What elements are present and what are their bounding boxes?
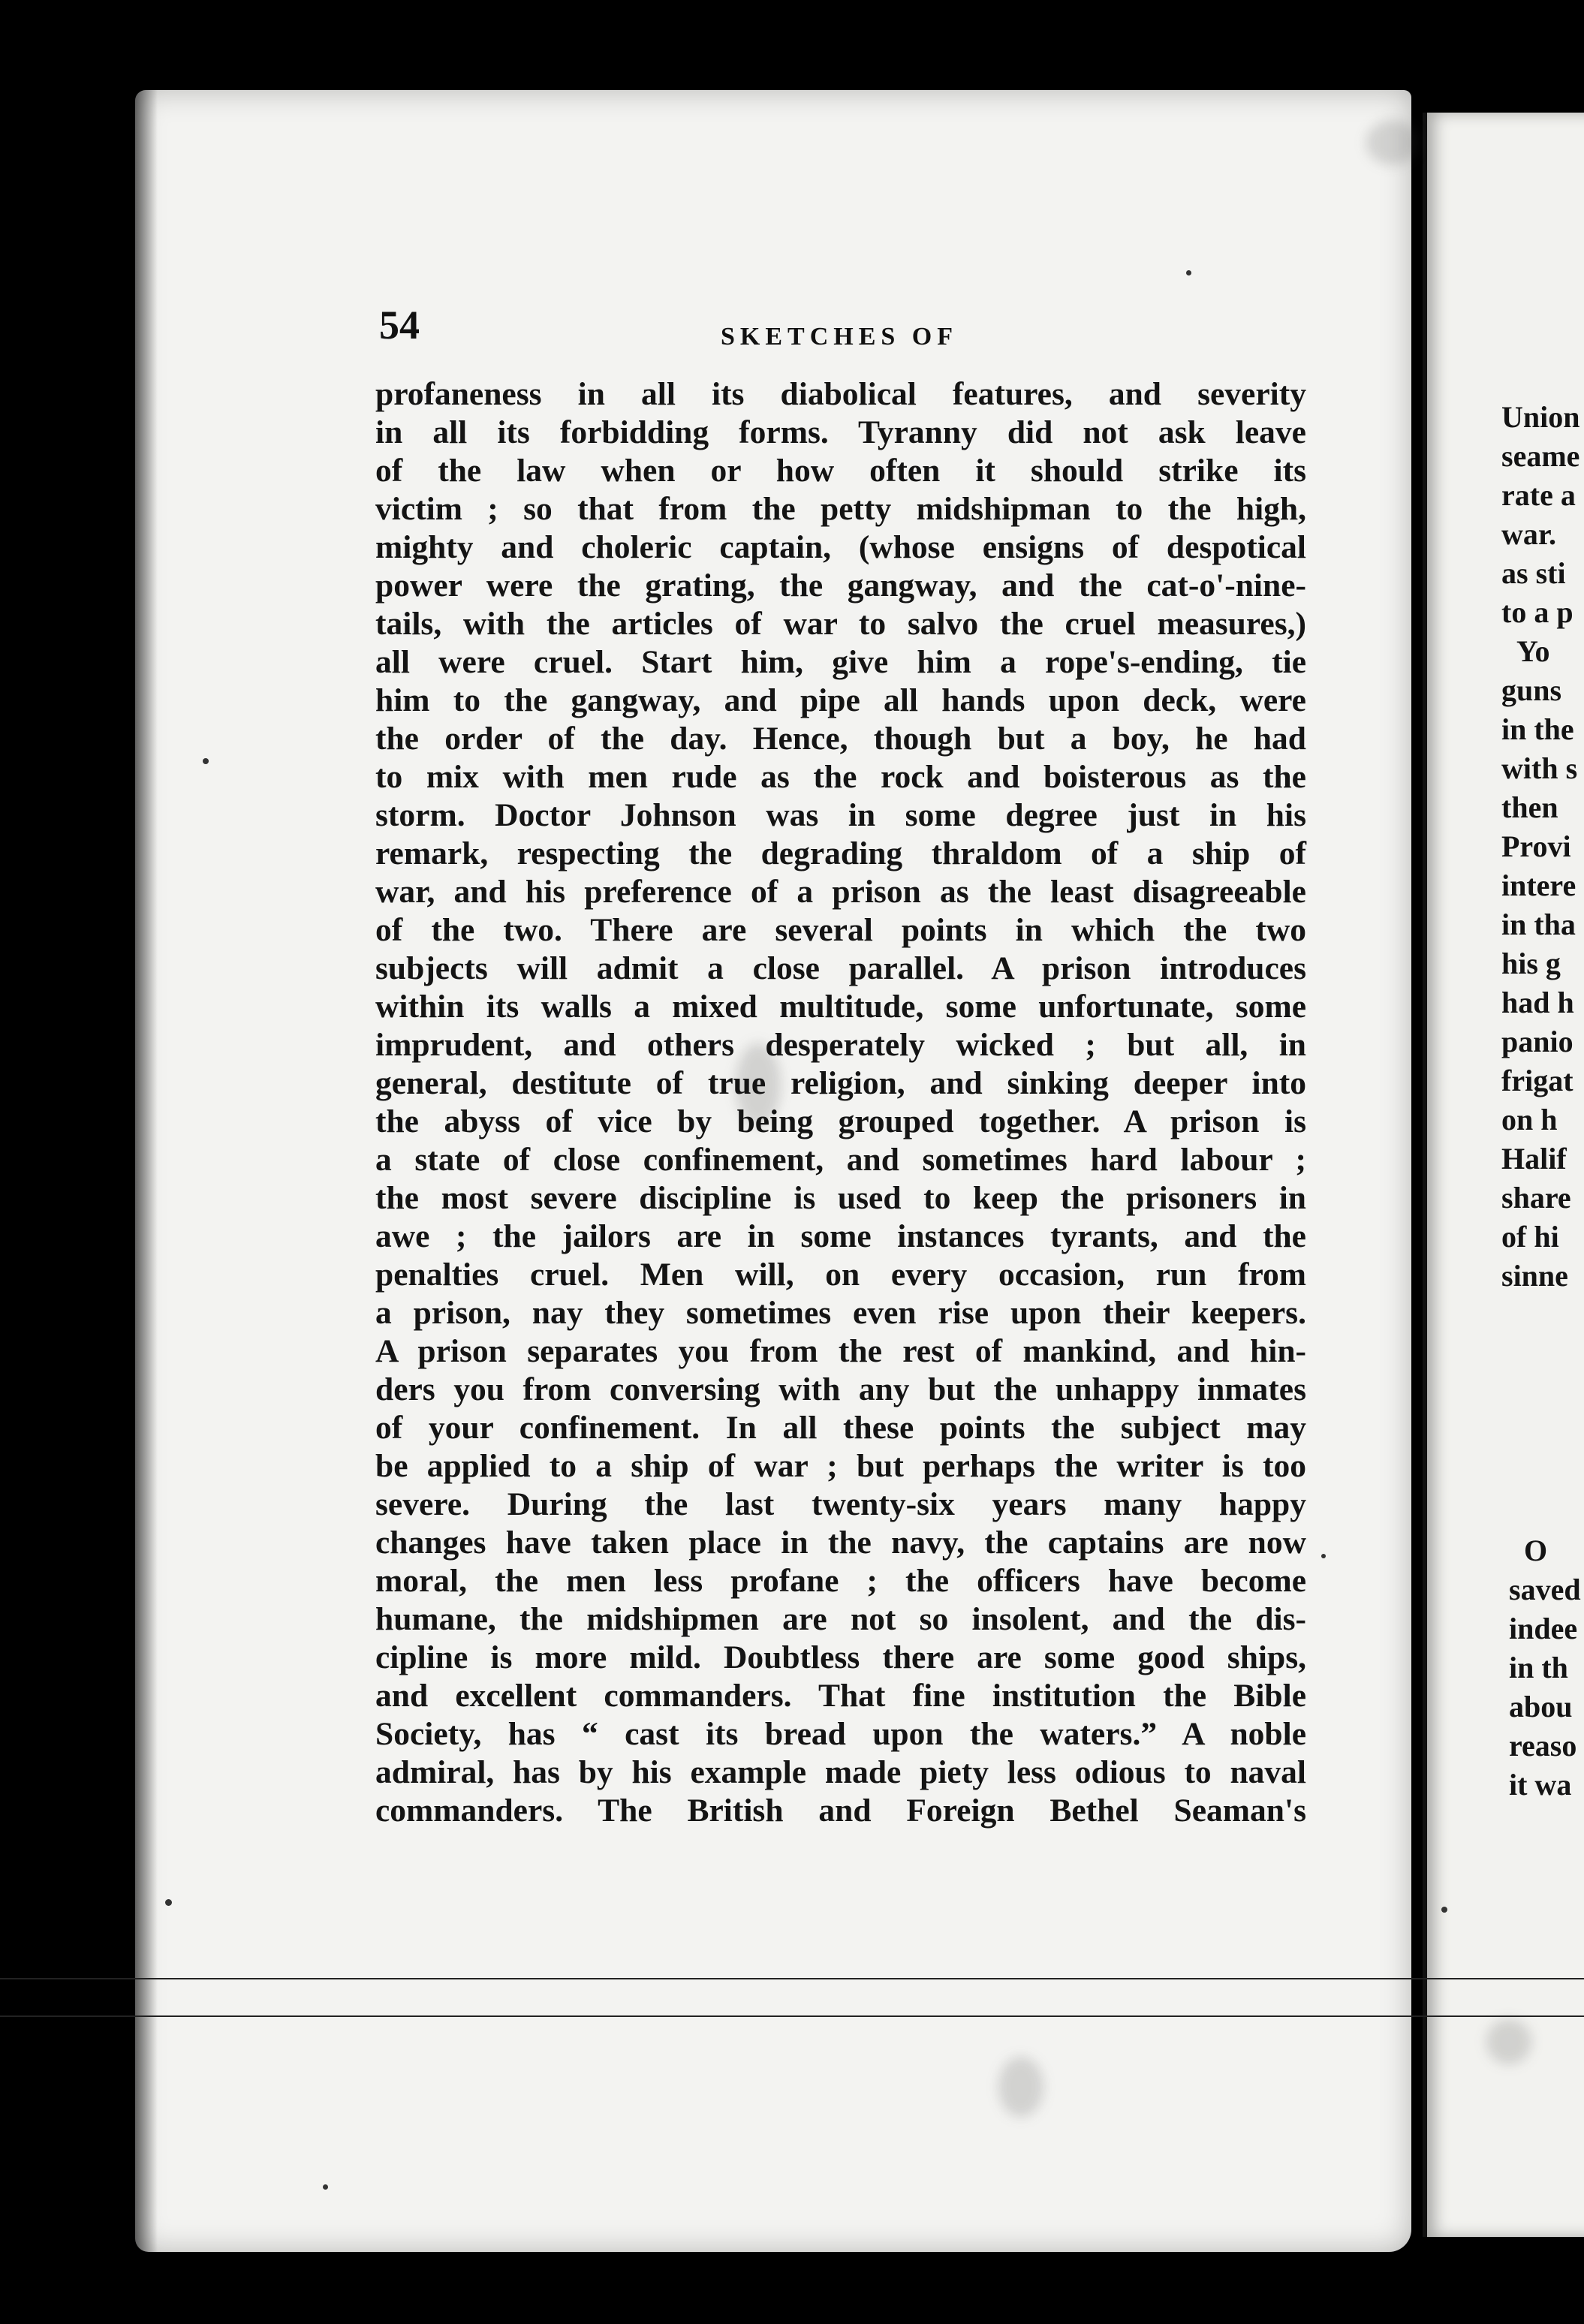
text-line: A prison separates you from the rest of mankind, and hin- xyxy=(375,1333,1306,1369)
text-line: the order of the day. Hence, though but a boy, he had xyxy=(375,721,1306,757)
facing-text-line: it wa xyxy=(1509,1768,1572,1802)
ink-smudge xyxy=(1366,120,1419,165)
text-line: of the two. There are several points in which the two xyxy=(375,912,1306,948)
scan-rule-line xyxy=(0,1978,1584,1979)
facing-text-line: indee xyxy=(1509,1612,1578,1645)
ink-speck xyxy=(1186,270,1191,275)
text-line: a prison, nay they sometimes even rise upon their keepers. xyxy=(375,1295,1306,1331)
text-line: in all its forbidding forms. Tyranny did not ask leave xyxy=(375,414,1306,450)
facing-text-line: O xyxy=(1524,1534,1548,1567)
text-line: subjects will admit a close parallel. A prison introduces xyxy=(375,950,1306,986)
text-line: admiral, has by his example made piety less odious to naval xyxy=(375,1754,1306,1790)
facing-text-line: in tha xyxy=(1501,908,1576,941)
facing-page-text-lower xyxy=(1509,1531,1584,1805)
facing-text-line: had h xyxy=(1501,986,1574,1019)
text-line: tails, with the articles of war to salvo the cruel measures,) xyxy=(375,606,1306,642)
facing-text-line: to a p xyxy=(1501,595,1573,629)
facing-text-line: sinne xyxy=(1501,1259,1568,1293)
facing-text-line: seame xyxy=(1501,439,1580,473)
facing-text-line: of hi xyxy=(1501,1220,1559,1254)
text-line: remark, respecting the degrading thraldom of a ship of xyxy=(375,835,1306,872)
text-line: severe. During the last twenty-six years many happy xyxy=(375,1486,1306,1522)
facing-text-line: Yo xyxy=(1516,634,1550,668)
text-line: the abyss of vice by being grouped together. A prison is xyxy=(375,1103,1306,1139)
facing-text-line: in th xyxy=(1509,1651,1568,1684)
text-line: war, and his preference of a prison as the least disagreeable xyxy=(375,874,1306,910)
facing-text-line: his g xyxy=(1501,947,1561,980)
facing-text-line: guns xyxy=(1501,673,1562,707)
text-line: victim ; so that from the petty midshipman to the high, xyxy=(375,491,1306,527)
ink-speck xyxy=(323,2184,328,2190)
scan-rule-line xyxy=(0,2015,1584,2017)
text-line: the most severe discipline is used to keep the prisoners in xyxy=(375,1180,1306,1216)
facing-text-line: with s xyxy=(1501,751,1578,785)
facing-text-line: in the xyxy=(1501,712,1574,746)
facing-page-text-upper xyxy=(1501,398,1584,1296)
text-line: humane, the midshipmen are not so insolent, and the dis- xyxy=(375,1601,1306,1637)
facing-text-line: panio xyxy=(1501,1025,1573,1058)
page-edge-shadow xyxy=(135,90,158,2252)
facing-text-line: rate a xyxy=(1501,478,1576,512)
page-number: 54 xyxy=(379,303,420,348)
facing-text-line: Provi xyxy=(1501,829,1571,863)
text-line: imprudent, and others desperately wicked ; but all, in xyxy=(375,1027,1306,1063)
text-line: changes have taken place in the navy, the captains are now xyxy=(375,1525,1306,1561)
ink-speck xyxy=(165,1899,172,1906)
facing-text-line: abou xyxy=(1509,1690,1573,1723)
text-line: be applied to a ship of war ; but perhaps the writer is too xyxy=(375,1448,1306,1484)
text-line: Society, has “ cast its bread upon the waters.” A noble xyxy=(375,1716,1306,1752)
text-line: to mix with men rude as the rock and boisterous as the xyxy=(375,759,1306,795)
facing-text-line: frigat xyxy=(1501,1064,1573,1097)
text-line: power were the grating, the gangway, and the cat-o'-nine- xyxy=(375,567,1306,604)
ink-smudge xyxy=(998,2057,1043,2117)
text-line: storm. Doctor Johnson was in some degree just in his xyxy=(375,797,1306,833)
ink-speck xyxy=(203,758,209,764)
text-line: all were cruel. Start him, give him a rope's-ending, tie xyxy=(375,644,1306,680)
text-line: moral, the men less profane ; the officers have become xyxy=(375,1563,1306,1599)
facing-text-line: Halif xyxy=(1501,1142,1567,1176)
text-line: of your confinement. In all these points the subject may xyxy=(375,1410,1306,1446)
text-line: him to the gangway, and pipe all hands upon deck, were xyxy=(375,682,1306,718)
text-line: of the law when or how often it should strike its xyxy=(375,453,1306,489)
text-line: mighty and choleric captain, (whose ensigns of despotical xyxy=(375,529,1306,565)
facing-text-line: Union xyxy=(1501,400,1580,434)
text-line: profaneness in all its diabolical features, and severity xyxy=(375,376,1306,412)
text-line: commanders. The British and Foreign Bethel Seaman's xyxy=(375,1793,1306,1829)
ink-smudge xyxy=(1486,2019,1531,2064)
text-line: ders you from conversing with any but the unhappy inmates xyxy=(375,1371,1306,1407)
text-line: within its walls a mixed multitude, some unfortunate, some xyxy=(375,989,1306,1025)
running-head-title: SKETCHES OF xyxy=(721,323,959,351)
ink-speck xyxy=(1321,1554,1326,1558)
facing-text-line: reaso xyxy=(1509,1729,1577,1763)
text-line: a state of close confinement, and sometimes hard labour ; xyxy=(375,1142,1306,1178)
text-line: penalties cruel. Men will, on every occasion, run from xyxy=(375,1257,1306,1293)
facing-text-line: as sti xyxy=(1501,556,1566,590)
text-line: cipline is more mild. Doubtless there are some good ships, xyxy=(375,1639,1306,1675)
facing-text-line: share xyxy=(1501,1181,1571,1215)
ink-speck xyxy=(1441,1907,1447,1913)
facing-text-line: war. xyxy=(1501,517,1556,551)
facing-text-line: saved xyxy=(1509,1573,1581,1606)
text-line: general, destitute of true religion, and sinking deeper into xyxy=(375,1065,1306,1101)
body-text-block xyxy=(375,375,1306,1830)
facing-text-line: on h xyxy=(1501,1103,1558,1136)
text-line: and excellent commanders. That fine institution the Bible xyxy=(375,1678,1306,1714)
facing-text-line: then xyxy=(1501,790,1558,824)
facing-text-line: intere xyxy=(1501,868,1576,902)
text-line: awe ; the jailors are in some instances tyrants, and the xyxy=(375,1218,1306,1254)
